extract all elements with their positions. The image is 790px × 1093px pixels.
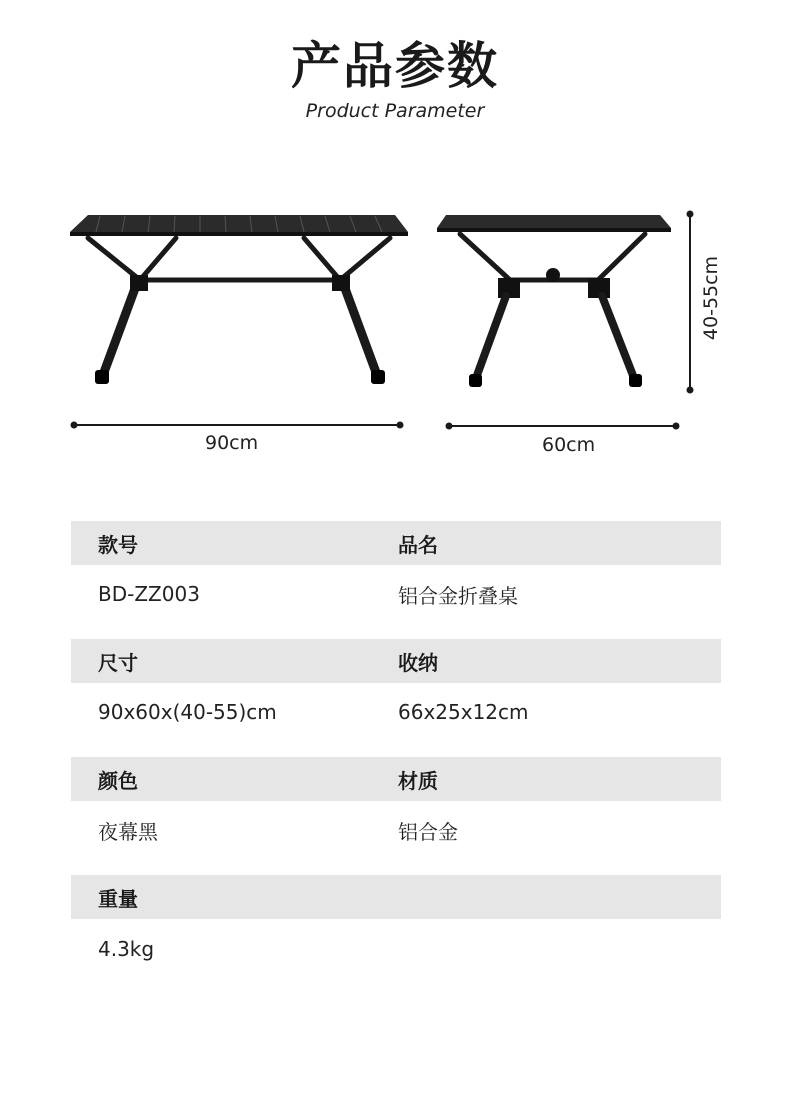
width-label: 60cm: [542, 434, 596, 456]
spec-value-name: 铝合金折叠桌: [398, 583, 518, 608]
spec-label-name: 品名: [398, 532, 438, 557]
spec-header-row: [71, 639, 721, 683]
table-front-view: [70, 215, 408, 384]
spec-value-row: [71, 801, 721, 859]
spec-value-model: BD-ZZ003: [98, 582, 200, 606]
spec-label-material: 材质: [398, 768, 438, 793]
spec-label-model: 款号: [98, 532, 138, 557]
product-diagram: [0, 180, 790, 480]
spec-header-row: [71, 875, 721, 919]
height-label: 40-55cm: [700, 255, 722, 341]
table-illustration: [0, 180, 790, 480]
page-subtitle: Product Parameter: [305, 100, 485, 122]
spec-label-storage: 收纳: [398, 650, 438, 675]
spec-value-row: [71, 919, 721, 979]
spec-value-row: [71, 683, 721, 741]
spec-value-weight: 4.3kg: [98, 937, 155, 961]
spec-value-storage: 66x25x12cm: [398, 700, 529, 724]
spec-header-row: [71, 521, 721, 565]
spec-value-color: 夜幕黑: [98, 819, 158, 844]
spec-value-material: 铝合金: [398, 819, 458, 844]
table-side-view: [437, 215, 671, 387]
spec-header-row: [71, 757, 721, 801]
spec-label-weight: 重量: [98, 886, 138, 911]
spec-value-row: [71, 565, 721, 623]
spec-label-color: 颜色: [98, 768, 138, 793]
spec-value-size: 90x60x(40-55)cm: [98, 700, 277, 724]
length-label: 90cm: [205, 432, 259, 454]
page-title: 产品参数: [291, 37, 499, 95]
spec-label-size: 尺寸: [98, 650, 138, 675]
spec-table: [71, 521, 721, 979]
